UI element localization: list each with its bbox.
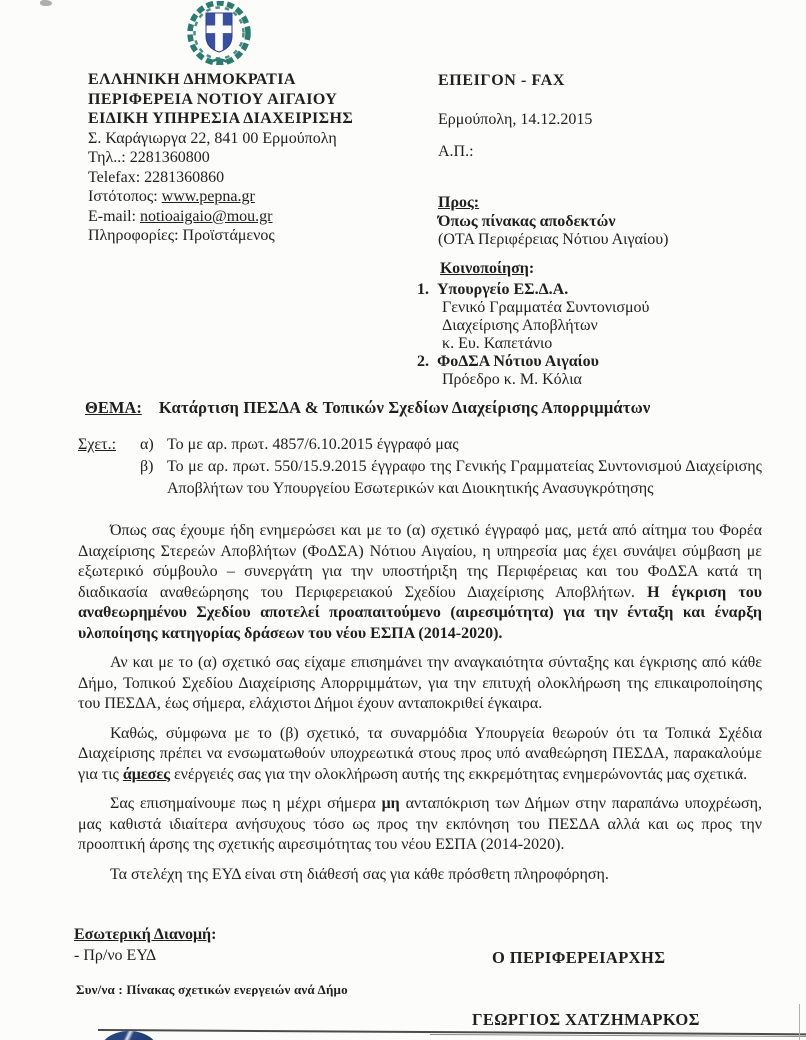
cc-item-line: κ. Ευ. Καπετάνιο [442,335,553,352]
reference-marker: β) [140,458,154,475]
cc-item-title: Υπουργείο ΕΣ.Δ.Α. [437,281,569,298]
protocol-number-label: Α.Π.: [438,143,474,160]
agency-tel: Τηλ..: 2281360800 [88,149,210,166]
body-paragraph: Σας επισημαίνουμε πως η μέχρι σήμερα μη ανταπόκριση των Δήμων στην παραπάνω υποχρέωση, μας καθιστά ιδιαίτερα ανήσυχους τόσο ως προς την εκπόνηση του ΠΕΣΔΑ αλλά και ως προς την προοπτική άρσης της σχετικής αιρεσιμότητας του νέου ΕΣΠΑ (2014-2020). [78,795,763,853]
recipient-line: (ΟΤΑ Περιφέρειας Νότιου Αιγαίου) [438,231,669,248]
reference-item [140,434,762,456]
reference-marker: α) [140,436,154,453]
reference-text: Το με αρ. πρωτ. 4857/6.10.2015 έγγραφό μας [167,436,459,453]
internal-distribution-item: - Πρ/νο ΕΥΔ [74,947,157,964]
recipient-line: Όπως πίνακας αποδεκτών [438,213,616,230]
dispatch-header [438,72,768,249]
body-bold-segment: Η έγκριση του αναθεωρημένου Σχεδίου αποτελεί προαπαιτούμενο (αιρεσιμότητα) για την ένταξη και έναρξη υλοποίησης κατηγορίας δράσεων του νέου ΕΣΠΑ (2014-2020). [78,583,763,642]
agency-header [88,70,438,246]
internal-distribution-label: Εσωτερική Διανομή [74,926,212,943]
email-label: E-mail: [88,207,140,225]
scan-edge-artifact [799,1004,801,1040]
letter-body [78,521,762,894]
cc-item-number: 2. [417,353,429,370]
body-paragraph: Όπως σας έχουμε ήδη ενημερώσει και με το (α) σχετικό έγγραφό μας, μετά από αίτημα του Φορέα Διαχείρισης Στερεών Αποβλήτων (ΦοΔΣΑ) Νότιου Αιγαίου, η υπηρεσία μας έχει συνάψει σύμβαση με εξωτερικό σύμβουλο – συνεργάτη για την υποστήριξη της Περιφέρειας και του ΦοΔΣΑ κατά τη διαδικασία αναθεώρησης του Περιφερειακού Σχεδίου Διαχείρισης Αποβλήτων. Η έγκριση του αναθεωρημένου Σχεδίου αποτελεί προαπαιτούμενο (αιρεσιμότητα) για την ένταξη και έναρξη υλοποίησης κατηγορίας δράσεων του νέου ΕΣΠΑ (2014-2020). [78,522,763,642]
urgency-label: ΕΠΕΙΓΟΝ - FAX [438,72,566,89]
references-block [78,434,762,500]
agency-email-row [88,207,438,227]
emblem-svg [172,1,266,65]
agency-name-line: ΕΙΔΙΚΗ ΥΠΗΡΕΣΙΑ ΔΙΑΧΕΙΡΙΣΗΣ [88,110,354,127]
cc-label-row: Κοινοποίηση: [440,260,535,277]
signer-name: ΓΕΩΡΓΙΟΣ ΧΑΤΖΗΜΑΡΚΟΣ [472,1010,700,1029]
cc-item [417,353,757,389]
body-paragraph: Καθώς, σύμφωνα με το (β) σχετικό, τα συναρμόδια Υπουργεία θεωρούν ότι τα Τοπικά Σχέδια Διαχείρισης πρέπει να ενσωματωθούν υποχρεωτικά στους προς υπό αναθεώρηση ΠΕΣΔΑ, παρακαλούμε για τις άμεσες ενέργειές σας για την ολοκλήρωση αυτής της εκκρεμότητας ενημερώνοντάς μας σχετικά. [78,724,762,783]
cc-block [417,260,757,389]
subject-text: Κατάρτιση ΠΕΣΔΑ & Τοπικών Σχεδίων Διαχείρισης Απορριμμάτων [158,398,651,417]
body-emphasis: μη [381,795,400,812]
references-label: Σχετ.: [78,436,117,453]
subject-row [85,398,766,418]
cc-label: Κοινοποίηση [440,260,529,277]
body-paragraph: Αν και με το (α) σχετικό σας είχαμε επισημάνει την αναγκαιότητα σύνταξης και έγκρισης από κάθε Δήμο, Τοπικού Σχεδίου Διαχείρισης Απορριμμάτων, για την επιτυχή ολοκλήρωση της επικαιροποίησης του ΠΕΣΔΑ, έως σήμερα, ελάχιστοι Δήμοι έχουν ανταποκριθεί έγκαιρα. [78,654,762,712]
cc-item-number: 1. [417,281,429,298]
place-date: Ερμούπολη, 14.12.2015 [438,111,593,128]
reference-item [140,456,762,500]
greek-national-emblem-icon [172,1,266,65]
cc-item-line: Γενικό Γραμματέα Συντονισμού [442,299,650,316]
website-label: Ιστότοπος: [88,188,162,205]
email-link: notioaigaio@mou.gr [139,207,273,225]
reference-text: Το με αρ. πρωτ. 550/15.9.2015 έγγραφο της Γενικής Γραμματείας Συντονισμού Διαχείρισης Αποβλήτων του Υπουργείου Εσωτερικών και Διοικητικής Ανασυγκρότησης [167,458,762,497]
signer-title: Ο ΠΕΡΙΦΕΡΕΙΑΡΧΗΣ [492,948,666,967]
agency-website-row [88,187,438,207]
agency-address: Σ. Καράγιωργα 22, 841 00 Ερμούπολη [88,129,337,147]
body-emphasis: άμεσες [122,765,170,783]
to-label: Προς: [438,194,480,211]
body-paragraph: Τα στελέχη της ΕΥΔ είναι στη διάθεσή σας για κάθε πρόσθετη πληροφόρηση. [110,865,609,883]
agency-fax: Telefax: 2281360860 [88,168,225,186]
cc-item-line: Πρόεδρο κ. Μ. Κόλια [442,371,582,388]
agency-name-line: ΠΕΡΙΦΕΡΕΙΑ ΝΟΤΙΟΥ ΑΙΓΑΙΟΥ [88,90,338,108]
partial-footer-logo [100,1031,158,1040]
cc-item [417,281,757,353]
agency-info: Πληροφορίες: Προϊστάμενος [88,227,275,244]
agency-name-line: ΕΛΛΗΝΙΚΗ ΔΗΜΟΚΡΑΤΙΑ [88,71,296,88]
subject-label: ΘΕΜΑ: [85,398,142,417]
scan-noise-speck [40,0,52,6]
attachments-note: Συν/να : Πίνακας σχετικών ενεργειών ανά Δήμο [76,982,348,997]
cc-item-title: ΦοΔΣΑ Νότιου Αιγαίου [437,353,599,370]
website-link: www.pepna.gr [161,188,255,205]
internal-distribution-block: Εσωτερική Διανομή: - Πρ/νο ΕΥΔ [74,926,217,964]
cc-item-line: Διαχείρισης Αποβλήτων [442,317,598,334]
